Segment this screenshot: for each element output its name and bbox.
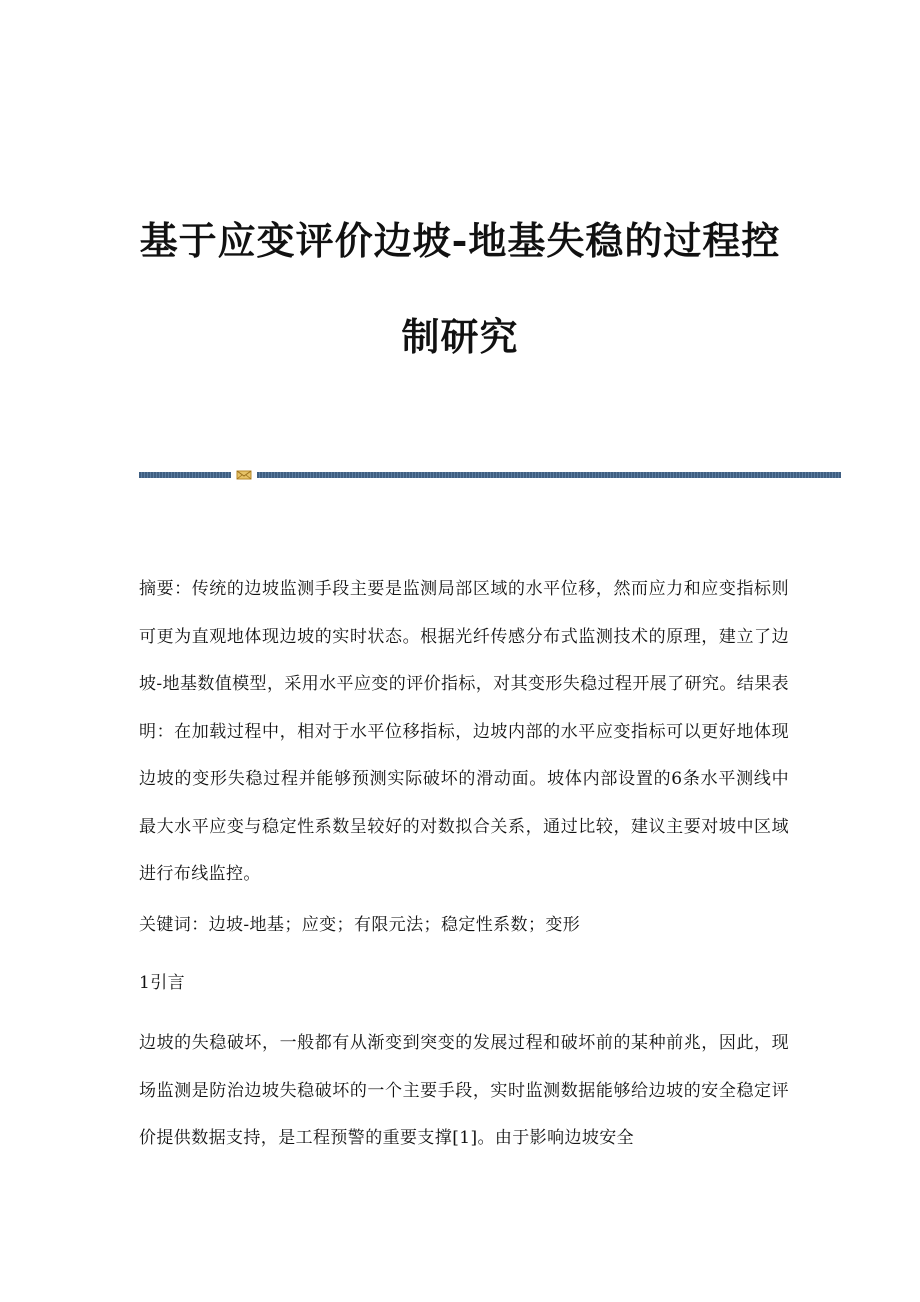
abstract-paragraph: 摘要：传统的边坡监测手段主要是监测局部区域的水平位移，然而应力和应变指标则可更为直观地体现边坡的实时状态。根据光纤传感分布式监测技术的原理，建立了边坡-地基数值模型，采用水平应变的评价指标，对其变形失稳过程开展了研究。结果表明：在加载过程中，相对于水平位移指标，边坡内部的水平应变指标可以更好地体现边坡的变形失稳过程并能够预测实际破坏的滑动面。坡体内部设置的6条水平测线中最大水平应变与稳定性系数呈较好的对数拟合关系，通过比较，建议主要对坡中区域进行布线监控。 [139,579,789,884]
envelope-icon [236,470,252,480]
divider-bar-right [257,472,841,478]
section-heading-introduction: 1引言 [139,973,186,993]
decorative-divider [139,470,841,480]
introduction-paragraph: 边坡的失稳破坏，一般都有从渐变到突变的发展过程和破坏前的某种前兆，因此，现场监测是防治边坡失稳破坏的一个主要手段，实时监测数据能够给边坡的安全稳定评价提供数据支持，是工程预警的重要支撑[1]。由于影响边坡安全 [139,1033,789,1148]
divider-bar-left [139,472,231,478]
keywords-line: 关键词：边坡-地基；应变；有限元法；稳定性系数；变形 [139,915,581,935]
paper-title-line-2: 制研究 [401,314,519,359]
paper-title-line-1: 基于应变评价边坡-地基失稳的过程控 [139,218,781,263]
